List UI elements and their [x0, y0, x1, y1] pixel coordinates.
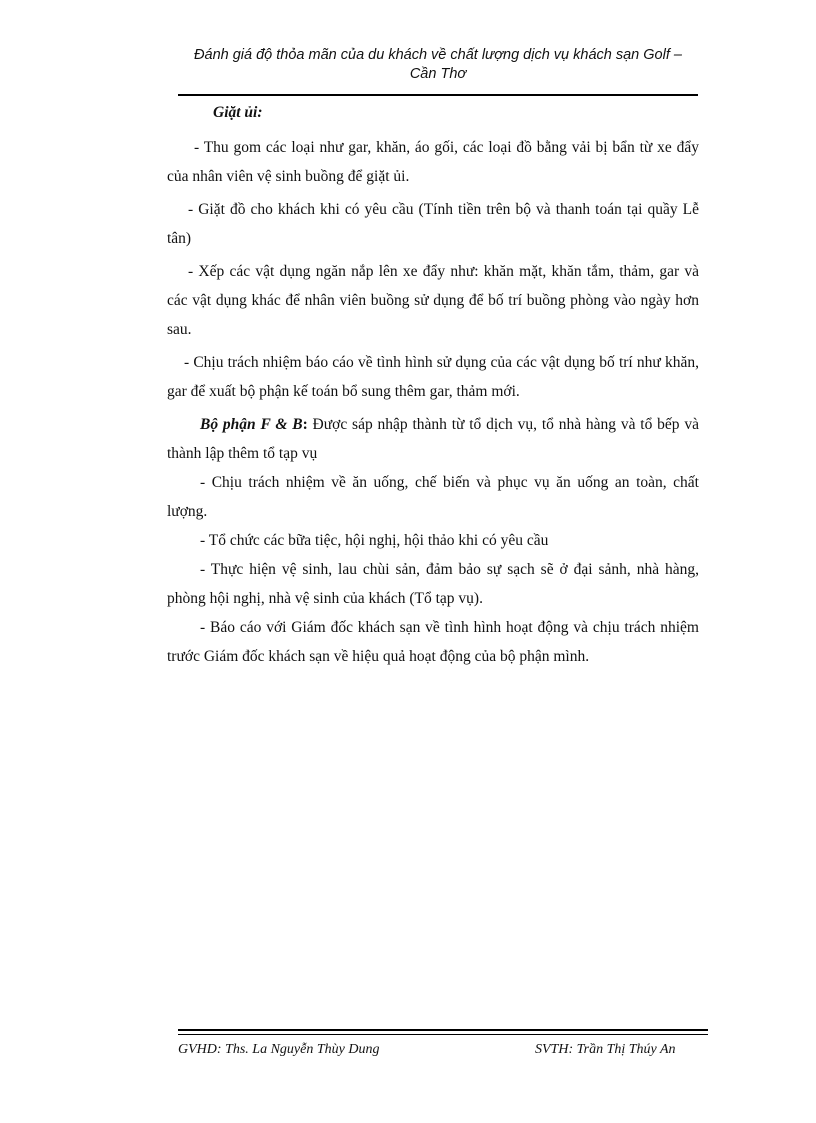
footer-divider-thin — [178, 1034, 708, 1035]
fb-intro: Được sáp nhập thành từ tổ dịch vụ, tổ nhà hàng và tổ bếp và thành lập thêm tổ tạp vụ — [167, 416, 699, 462]
laundry-item-3: - Xếp các vật dụng ngăn nắp lên xe đẩy như: khăn mặt, khăn tắm, thảm, gar và các vật dụng khác để nhân viên buồng sử dụng để bố trí buồng phòng vào ngày hơn sau. — [167, 263, 699, 338]
laundry-item-1: - Thu gom các loại như gar, khăn, áo gối, các loại đồ bằng vải bị bẩn từ xe đẩy của nhân viên vệ sinh buồng để giặt ủi. — [167, 139, 699, 185]
fb-item-4: - Báo cáo với Giám đốc khách sạn về tình hình hoạt động và chịu trách nhiệm trước Giám đốc khách sạn về hiệu quả hoạt động của bộ phận mình. — [167, 619, 699, 665]
fb-item-1: - Chịu trách nhiệm về ăn uống, chế biến và phục vụ ăn uống an toàn, chất lượng. — [167, 474, 699, 520]
laundry-item-4: - Chịu trách nhiệm báo cáo về tình hình sử dụng của các vật dụng bố trí như khăn, gar để xuất bộ phận kế toán bổ sung thêm gar, thảm mới. — [167, 354, 699, 400]
fb-colon: : — [302, 416, 308, 433]
fb-item-2: - Tổ chức các bữa tiệc, hội nghị, hội thảo khi có yêu cầu — [200, 532, 549, 549]
fb-item-3: - Thực hiện vệ sinh, lau chùi sản, đảm bảo sự sạch sẽ ở đại sảnh, nhà hàng, phòng hội nghị, nhà vệ sinh của khách (Tổ tạp vụ). — [167, 561, 699, 607]
header-divider — [178, 94, 698, 96]
document-body — [167, 98, 699, 671]
laundry-item-2: - Giặt đồ cho khách khi có yêu cầu (Tính tiền trên bộ và thanh toán tại quầy Lễ tân) — [167, 201, 699, 247]
footer-student: SVTH: Trần Thị Thúy An — [535, 1042, 676, 1057]
header-title-line1: Đánh giá độ thỏa mãn của du khách về chất lượng dịch vụ khách sạn Golf – — [194, 47, 682, 63]
page-header — [178, 46, 698, 84]
fb-label: Bộ phận F & B — [200, 416, 303, 433]
header-title-line2: Cần Thơ — [409, 66, 467, 82]
footer-divider-thick — [178, 1029, 708, 1031]
fb-paragraph — [167, 410, 699, 468]
footer-advisor: GVHD: Ths. La Nguyễn Thùy Dung — [178, 1042, 380, 1057]
laundry-subheading: Giặt ủi: — [213, 104, 263, 121]
